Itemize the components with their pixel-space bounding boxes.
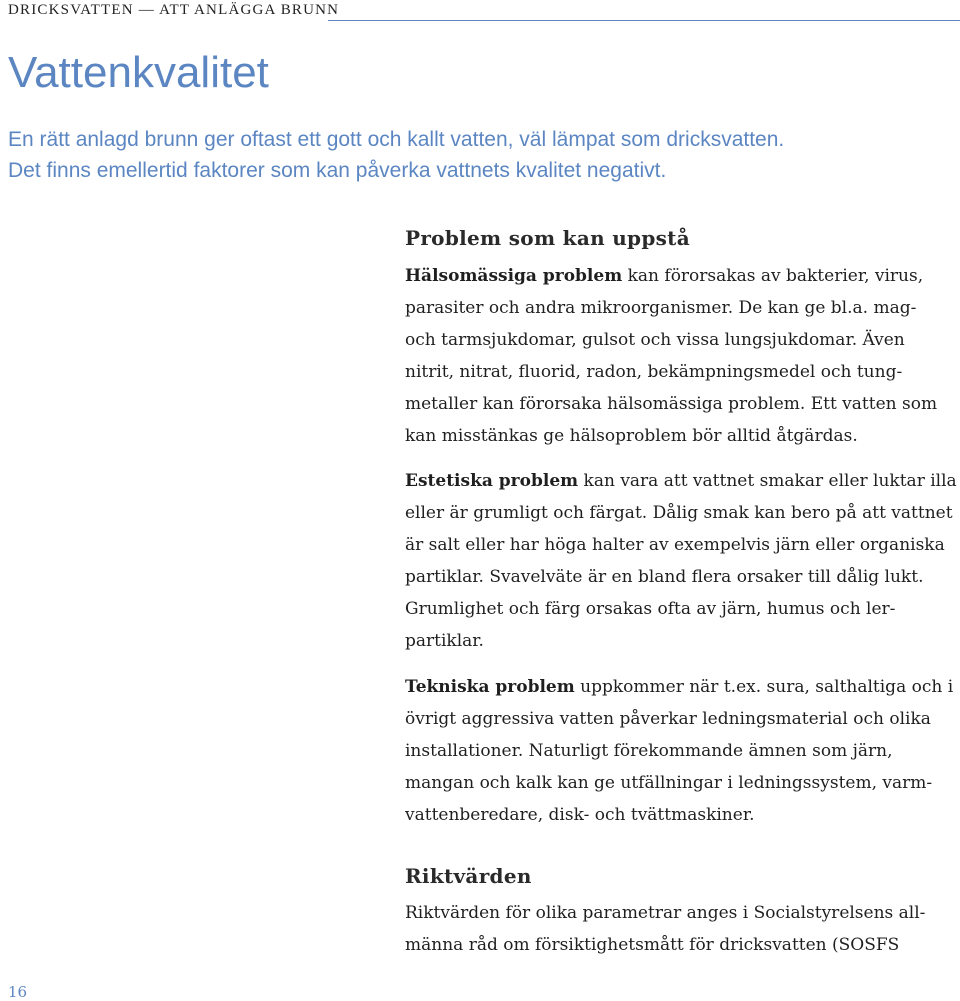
running-head: DRICKSVATTEN — ATT ANLÄGGA BRUNN [8,2,340,18]
aesthetic-term: Estetiska problem [405,471,579,491]
technical-term: Tekniska problem [405,677,575,697]
paragraph-text: kan förorsakas av bakterier, virus, [622,266,924,286]
lead-line: Det finns emellertid faktorer som kan påverka vattnets kvalitet negativt. [8,159,667,182]
page-number: 16 [8,983,28,1001]
paragraph-text: kan vara att vattnet smakar eller luktar illa [578,471,957,491]
technical-paragraph [405,671,960,831]
aesthetic-paragraph [405,465,960,657]
page-title: Vattenkvalitet [8,48,269,97]
paragraph-line: männa råd om försiktighetsmått för dricksvatten (SOSFS [405,935,900,955]
health-paragraph [405,260,960,452]
problems-heading: Problem som kan uppstå [405,226,690,250]
paragraph-line [405,465,960,497]
guidelines-heading: Riktvärden [405,864,532,888]
header-rule [328,20,960,21]
paragraph-line: partiklar. Svavelväte är en bland flera orsaker till dålig lukt. [405,567,924,587]
paragraph-line: är salt eller har höga halter av exempelvis järn eller organiska [405,535,945,555]
guidelines-paragraph [405,897,960,961]
paragraph-line: partiklar. [405,631,484,651]
paragraph-line: installationer. Naturligt förekommande ämnen som järn, [405,741,893,761]
paragraph-line: mangan och kalk kan ge utfällningar i ledningssystem, varm- [405,773,933,793]
paragraph-line: och tarmsjukdomar, gulsot och vissa lungsjukdomar. Även [405,330,905,350]
paragraph-line: Riktvärden för olika parametrar anges i Socialstyrelsens all- [405,903,926,923]
guidelines-section [405,864,960,888]
paragraph-line: eller är grumligt och färgat. Dålig smak kan bero på att vattnet [405,503,953,523]
paragraph-line: metaller kan förorsaka hälsomässiga problem. Ett vatten som [405,394,938,414]
paragraph-line: vattenberedare, disk- och tvättmaskiner. [405,805,755,825]
paragraph-line: parasiter och andra mikroorganismer. De kan ge bl.a. mag- [405,298,917,318]
problems-section [405,226,960,250]
paragraph-line: Grumlighet och färg orsakas ofta av järn, humus och ler- [405,599,896,619]
paragraph-line: övrigt aggressiva vatten påverkar ledningsmaterial och olika [405,709,931,729]
lead-line: En rätt anlagd brunn ger oftast ett gott och kallt vatten, väl lämpat som dricksvatten. [8,128,785,151]
health-term: Hälsomässiga problem [405,266,623,286]
lead-paragraph [8,124,948,186]
paragraph-text: uppkommer när t.ex. sura, salthaltiga och i [574,677,954,697]
paragraph-line: kan misstänkas ge hälsoproblem bör alltid åtgärdas. [405,426,858,446]
paragraph-line [405,671,960,703]
paragraph-line: nitrit, nitrat, fluorid, radon, bekämpningsmedel och tung- [405,362,903,382]
paragraph-line [405,260,960,292]
